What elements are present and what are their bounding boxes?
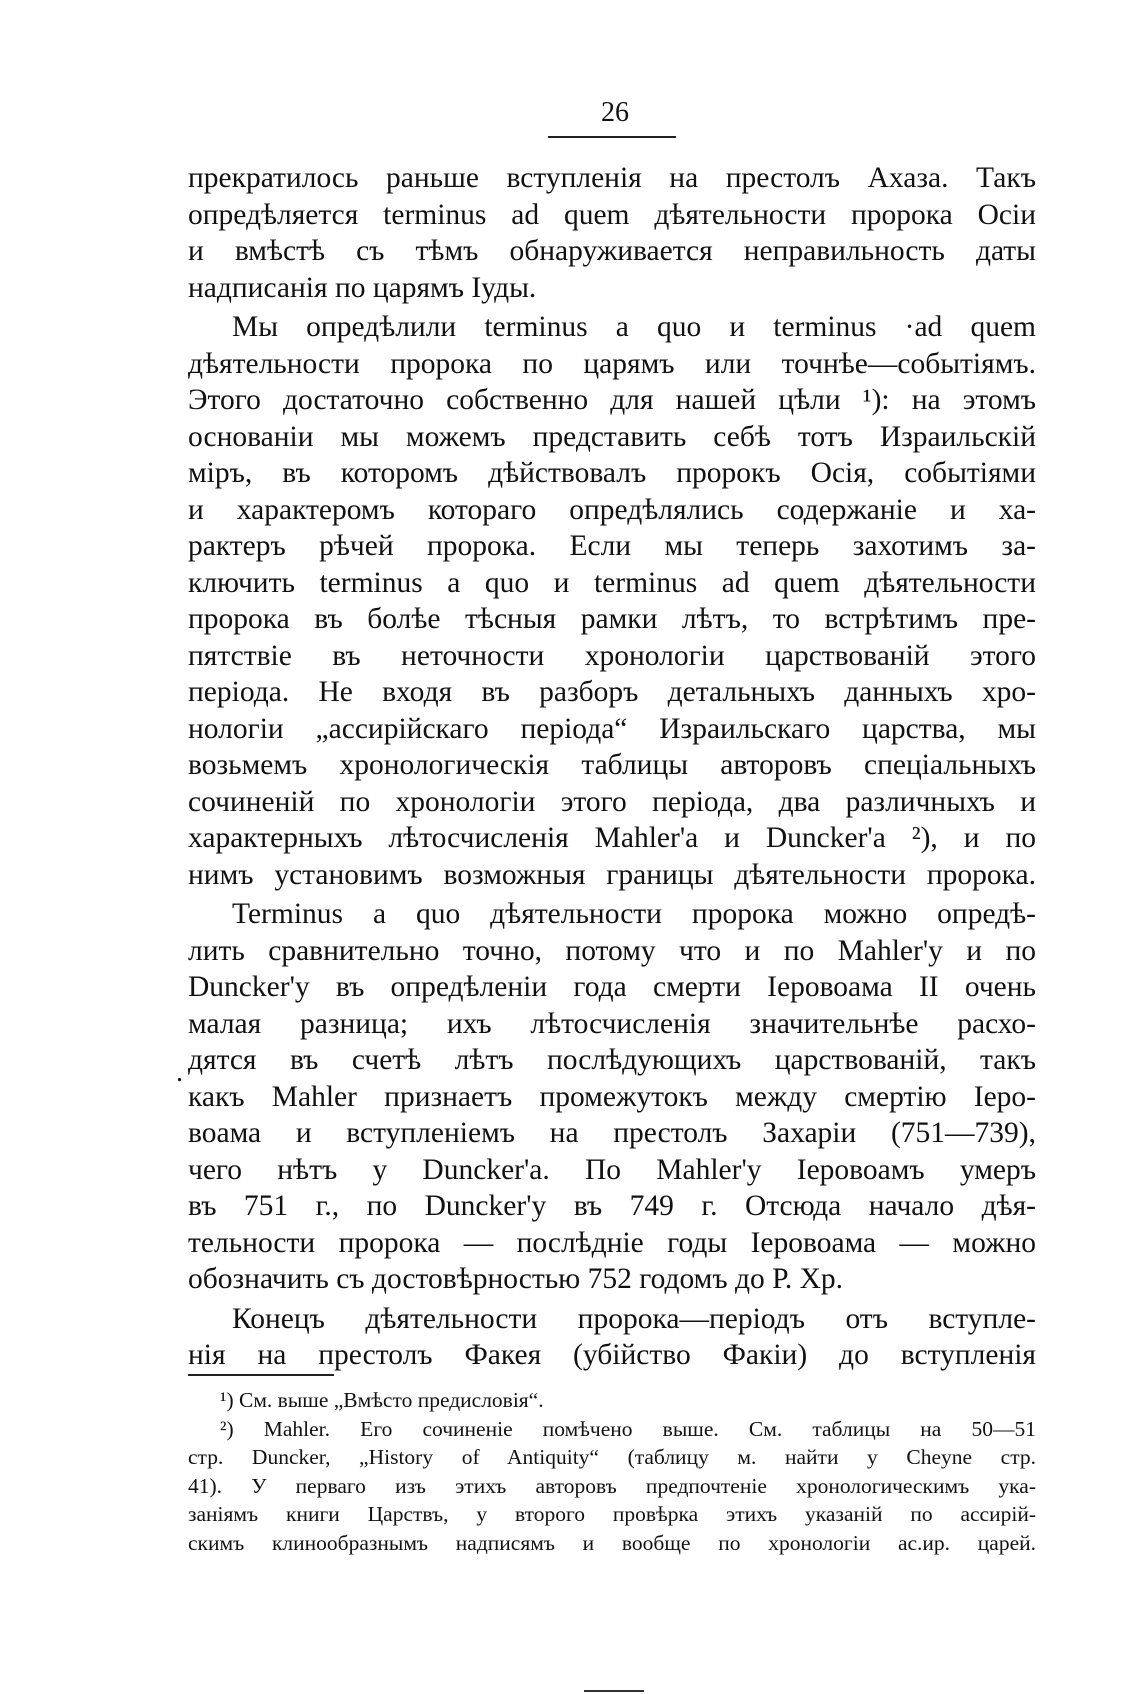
footnote-line: скимъ клинообразнымъ надписямъ и вообще по хронологіи ас.ир. царей. (188, 1530, 1036, 1555)
margin-mark: . (176, 1057, 183, 1088)
body-line: возьмемъ хронологическія таблицы авторовъ спеціальныхъ (188, 749, 1036, 781)
footnote-1: ¹) См. выше „Вмѣсто предисловія“. (220, 1388, 544, 1412)
footnote-line: стр. Duncker, „History of Antiquity“ (таблицу м. найти у Cheyne стр. (188, 1445, 1036, 1469)
body-line: надписанія по царямъ Іуды. (188, 271, 537, 304)
body-line: и характеромъ котораго опредѣлялись содержаніе и ха- (188, 493, 1036, 526)
bottom-mark (584, 1690, 644, 1692)
footnote-line: 41). У перваго изъ этихъ авторовъ предпочтеніе хронологическимъ ука- (188, 1473, 1036, 1498)
body-line: воама и вступленіемъ на престолъ Захаріи (751—739), (188, 1117, 1036, 1149)
paragraph-start: Terminus a quo дѣятельности пророка можно опредѣ- (232, 898, 1036, 930)
page-number: 26 (601, 97, 629, 128)
page-number-rule (548, 136, 676, 138)
body-text (188, 160, 1036, 1374)
body-line: сочиненій по хронологіи этого періода, два различныхъ и (188, 785, 1036, 818)
footnote-separator (188, 1374, 334, 1376)
body-line: міръ, въ которомъ дѣйствовалъ пророкъ Осія, событіями (188, 457, 1036, 489)
body-line: обозначить съ достовѣрностью 752 годомъ до Р. Хр. (188, 1263, 844, 1295)
body-line: дятся въ счетѣ лѣтъ послѣдующихъ царствованій, такъ (188, 1044, 1036, 1076)
footnotes (188, 1386, 1036, 1557)
footnote-2: ²) Mahler. Его сочиненіе помѣчено выше. См. таблицы на 50—51 (220, 1416, 1036, 1441)
body-line: чего нѣтъ у Duncker'a. По Mahler'y Іеровоамъ умеръ (188, 1153, 1036, 1186)
body-line: лить сравнительно точно, потому что и по Mahler'y и по (188, 934, 1036, 967)
body-line: ключить terminus a quo и terminus ad quem дѣятельности (188, 566, 1036, 599)
body-line: нологіи „ассирійскаго періода“ Израильскаго царства, мы (188, 712, 1036, 745)
footnote-line: заніямъ книги Царствъ, у второго провѣрка этихъ указаній по ассирій- (188, 1502, 1036, 1526)
body-line: нія на престолъ Факея (убійство Факіи) до вступленія (188, 1339, 1036, 1371)
paragraph-start: Мы опредѣлили terminus a quo и terminus ·ad quem (232, 311, 1036, 343)
body-line: пророка въ болѣе тѣсныя рамки лѣтъ, то встрѣтимъ пре- (188, 603, 1036, 635)
body-line: какъ Mahler признаетъ промежутокъ между смертію Іеро- (188, 1080, 1036, 1113)
body-line: дѣятельности пророка по царямъ или точнѣе—событіямъ. (188, 347, 1036, 380)
body-line: опредѣляется terminus ad quem дѣятельности пророка Осіи (188, 198, 1036, 231)
body-line: малая разница; ихъ лѣтосчисленія значительнѣе расхо- (188, 1007, 1036, 1040)
body-line: характерныхъ лѣтосчисленія Mahler'a и Duncker'a ²), и по (188, 822, 1036, 854)
paragraph-start: Конецъ дѣятельности пророка—періодъ отъ вступле- (232, 1302, 1036, 1335)
body-line: пятствіе въ неточности хронологіи царствованій этого (188, 639, 1036, 672)
body-line: Этого достаточно собственно для нашей цѣли ¹): на этомъ (188, 384, 1036, 416)
body-line: Duncker'y въ опредѣленіи года смерти Іеровоама II очень (188, 971, 1036, 1003)
body-line: основаніи мы можемъ представить себѣ тотъ Израильскій (188, 420, 1036, 453)
body-line: и вмѣстѣ съ тѣмъ обнаруживается неправильность даты (188, 235, 1036, 267)
body-line: нимъ установимъ возможныя границы дѣятельности пророка. (188, 858, 1036, 891)
body-line: прекратилось раньше вступленія на престолъ Ахаза. Такъ (188, 162, 1036, 194)
body-line: рактеръ рѣчей пророка. Если мы теперь захотимъ за- (188, 530, 1036, 562)
body-line: періода. Не входя въ разборъ детальныхъ данныхъ хро- (188, 676, 1036, 708)
body-line: тельности пророка — послѣдніе годы Іеровоама — можно (188, 1226, 1036, 1259)
body-line: въ 751 г., по Duncker'y въ 749 г. Отсюда начало дѣя- (188, 1190, 1036, 1222)
